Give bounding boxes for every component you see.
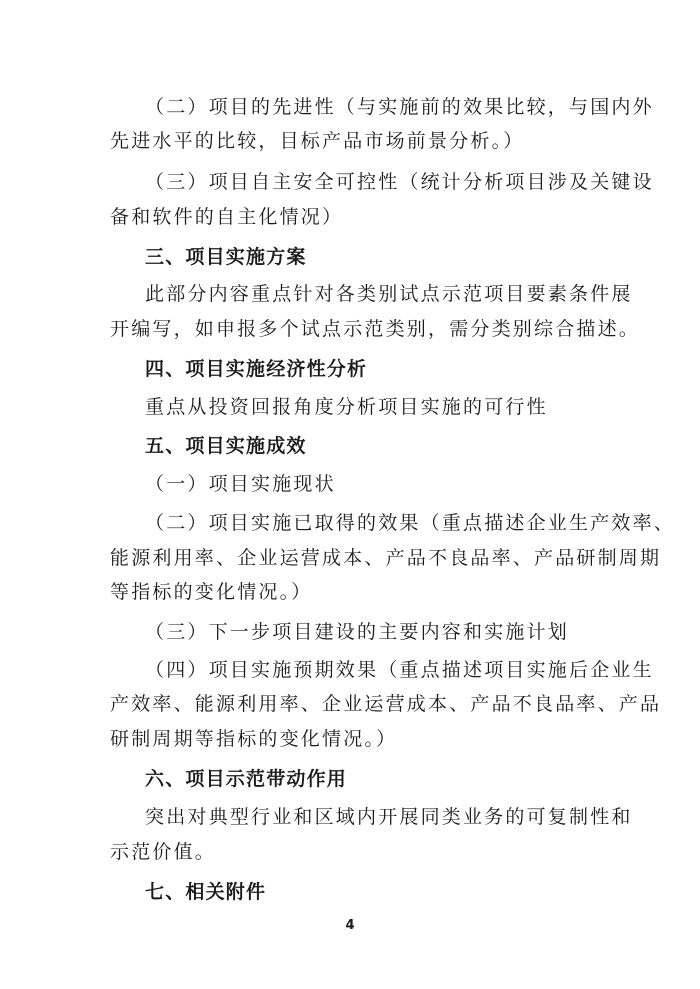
section-5-2-line-3: 等指标的变化情况。） [110, 581, 313, 604]
section-5-4-line-1: （四）项目实施预期效果（重点描述项目实施后企业生 [145, 658, 654, 681]
section-2-3-line-2: 备和软件的自主化情况） [110, 205, 344, 228]
heading-7: 七、相关附件 [145, 880, 267, 903]
section-5-4-line-2: 产效率、能源利用率、企业运营成本、产品不良品率、产品 [110, 693, 662, 716]
section-5-2-line-1: （二）项目实施已取得的效果（重点描述企业生产效率、 [145, 512, 676, 535]
section-6-line-1: 突出对典型行业和区域内开展同类业务的可复制性和 [145, 806, 633, 829]
section-3-line-1: 此部分内容重点针对各类别试点示范项目要素条件展 [145, 283, 633, 306]
heading-4: 四、项目实施经济性分析 [145, 358, 368, 381]
section-5-1-line: （一）项目实施现状 [145, 473, 336, 496]
section-5-4-line-3: 研制周期等指标的变化情况。） [110, 727, 398, 750]
section-2-2-line-2: 先进水平的比较，目标产品市场前景分析。） [110, 130, 525, 153]
heading-6: 六、项目示范带动作用 [145, 767, 348, 790]
heading-3: 三、项目实施方案 [145, 246, 307, 269]
section-4-line-1: 重点从投资回报角度分析项目实施的可行性 [145, 396, 548, 419]
section-5-3-line: （三）下一步项目建设的主要内容和实施计划 [145, 620, 570, 643]
section-6-line-2: 示范价值。 [110, 840, 217, 863]
section-2-2-line-1: （二）项目的先进性（与实施前的效果比较，与国内外 [145, 96, 654, 118]
section-5-2-line-2: 能源利用率、企业运营成本、产品不良品率、产品研制周期 [110, 546, 662, 569]
heading-5: 五、项目实施成效 [145, 435, 307, 458]
section-2-3-line-1: （三）项目自主安全可控性（统计分析项目涉及关键设 [145, 171, 654, 194]
section-3-line-2: 开编写，如申报多个试点示范类别，需分类别综合描述。 [110, 317, 641, 340]
page-number: 4 [345, 918, 355, 933]
